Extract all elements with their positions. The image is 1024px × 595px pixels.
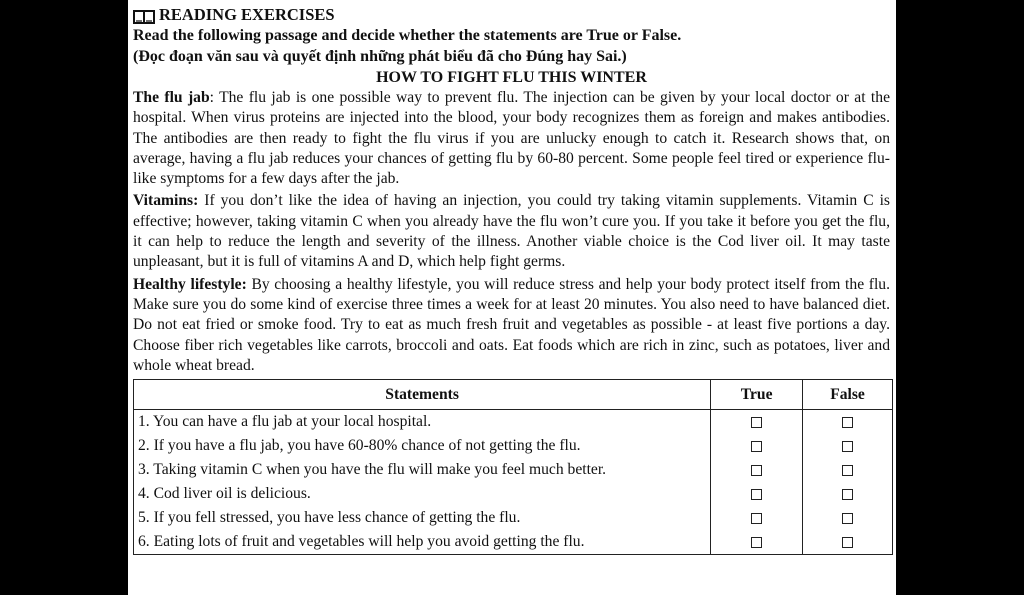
true-checkbox-2[interactable] bbox=[751, 441, 762, 452]
statement-6: 6. Eating lots of fruit and vegetables will help you avoid getting the flu. bbox=[134, 530, 711, 555]
statement-3: 3. Taking vitamin C when you have the flu will make you feel much better. bbox=[134, 458, 711, 482]
false-checkbox-6[interactable] bbox=[842, 537, 853, 548]
paragraph-healthy-lifestyle bbox=[133, 275, 890, 376]
table-row bbox=[134, 410, 893, 435]
true-checkbox-6[interactable] bbox=[751, 537, 762, 548]
passage-title: HOW TO FIGHT FLU THIS WINTER bbox=[376, 69, 647, 86]
paragraph-flu-jab bbox=[133, 88, 890, 189]
false-checkbox-2[interactable] bbox=[842, 441, 853, 452]
table-row bbox=[134, 458, 893, 482]
worksheet-page bbox=[128, 0, 896, 595]
instruction-vietnamese: (Đọc đoạn văn sau và quyết định những phát biểu đã cho Đúng hay Sai.) bbox=[133, 48, 627, 65]
instruction-english: Read the following passage and decide whether the statements are True or False. bbox=[133, 27, 682, 44]
paragraph-lead: The flu jab bbox=[133, 89, 210, 106]
false-checkbox-5[interactable] bbox=[842, 513, 853, 524]
table-row bbox=[134, 506, 893, 530]
paragraph-lead: Vitamins: bbox=[133, 192, 199, 210]
true-checkbox-5[interactable] bbox=[751, 513, 762, 524]
header-false: False bbox=[803, 380, 893, 410]
header-statements: Statements bbox=[134, 380, 711, 410]
true-checkbox-1[interactable] bbox=[751, 417, 762, 428]
paragraph-text: By choosing a healthy lifestyle, you will reduce stress and help your body protect itself from the flu. Make sure you do some kind of exercise three times a week for at least 20 minutes. You also need to have balanced diet. Do not eat fried or smoke food. Try to eat as much fresh fruit and vegetables as possible - at least five portions a day. Choose fiber rich vegetables like carrots, broccoli and oats. Eat foods which are rich in zinc, such as potatoes, liver and whole wheat bread. bbox=[133, 275, 890, 374]
table-row bbox=[134, 482, 893, 506]
paragraph-lead: Healthy lifestyle: bbox=[133, 275, 247, 293]
table-header-row bbox=[134, 380, 893, 410]
section-heading-text: READING EXERCISES bbox=[159, 5, 335, 24]
table-row bbox=[134, 530, 893, 555]
paragraph-text: If you don’t like the idea of having an injection, you could try taking vitamin supplements. Vitamin C is effective; however, taking vitamin C when you already have the flu won’t cure you. If you take it before you get the flu, it can help to reduce the length and severity of the illness. Another viable choice is the Cod liver oil. It may taste unpleasant, but it is full of vitamins A and D, which help fight germs. bbox=[133, 192, 891, 271]
open-book-icon bbox=[133, 8, 155, 22]
section-heading bbox=[133, 4, 890, 25]
paragraph-text: The flu jab is one possible way to prevent flu. The injection can be given by your local doctor or at the hospital. When virus proteins are injected into the blood, your body recognizes them as foreign and makes antibodies. The antibodies are then ready to fight the flu virus if you are unlucky enough to catch it. Research shows that, on average, having a flu jab reduces your chances of getting flu by 60-80 percent. Some people feel tired or experience flu-like symptoms for a few days after the jab. bbox=[133, 89, 890, 188]
true-checkbox-3[interactable] bbox=[751, 465, 762, 476]
statements-table bbox=[133, 379, 893, 555]
statement-4: 4. Cod liver oil is delicious. bbox=[134, 482, 711, 506]
paragraph-separator: : bbox=[209, 89, 220, 106]
paragraph-vitamins bbox=[133, 191, 890, 272]
statement-1: 1. You can have a flu jab at your local hospital. bbox=[134, 410, 711, 435]
false-checkbox-3[interactable] bbox=[842, 465, 853, 476]
false-checkbox-4[interactable] bbox=[842, 489, 853, 500]
table-row bbox=[134, 434, 893, 458]
header-true: True bbox=[711, 380, 803, 410]
statement-5: 5. If you fell stressed, you have less chance of getting the flu. bbox=[134, 506, 711, 530]
statement-2: 2. If you have a flu jab, you have 60-80% chance of not getting the flu. bbox=[134, 434, 711, 458]
true-checkbox-4[interactable] bbox=[751, 489, 762, 500]
false-checkbox-1[interactable] bbox=[842, 417, 853, 428]
